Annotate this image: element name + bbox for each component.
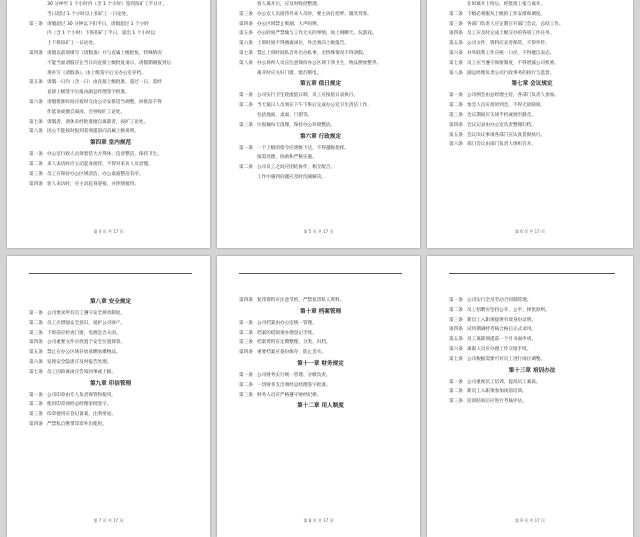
article-line [239, 101, 402, 111]
article-number: 第二条 [239, 330, 253, 336]
continuation-line: 30 分钟至 1 个小时内（含 1 个小时）签到扣矿工半日计， [47, 2, 168, 7]
article-text: 员工应当遵守保密制度，不得泄露公司机密。 [467, 60, 559, 66]
continuation-line: 须补写《请假条》，由上级签字后交办公室存档。 [47, 70, 146, 76]
article-line [29, 400, 192, 410]
article-number: 第四条 [239, 298, 253, 303]
article-line [29, 170, 192, 180]
article-text: 公司要求所有员工遵守安全规章制度。 [47, 311, 126, 316]
article-number: 第三条 [29, 412, 43, 418]
article-number: 第二条 [239, 165, 253, 171]
article-text: 严禁私自携带印章外出使用。 [47, 421, 107, 427]
article-line [449, 69, 615, 79]
article-text: 会议期间应关闭手机或调至静音。 [467, 112, 536, 118]
continuation-line: 作延误或擅自离岗，否则按旷工论处。 [47, 109, 126, 115]
article-text: 部门会议由部门负责人组织召开。 [467, 142, 536, 148]
page-body [239, 296, 402, 413]
article-number: 第一条 [29, 152, 43, 158]
continuation-line: 当日超过 1 个小时以上扣矿工一日论处。 [47, 11, 131, 17]
article-line [29, 180, 192, 190]
article-text: 档案资料应定期整理、分类、归档。 [257, 340, 331, 346]
article-line [29, 49, 192, 59]
article-number: 第一条 [449, 379, 463, 385]
article-text: 复印资料应注意节约，严禁复印私人资料。 [257, 298, 345, 303]
continuation-line: 离开时应关好门窗，熄灯断电。 [257, 70, 322, 76]
article-number: 第七条 [29, 119, 43, 125]
article-number: 第一条 [29, 311, 43, 316]
chapter-heading: 第八章 安全规定 [89, 299, 132, 305]
article-text: 办公场所人员应注意保持办公区域干净卫生，物品摆放整齐。 [257, 60, 382, 66]
article-line [449, 335, 615, 345]
article-line [29, 309, 192, 319]
article-line [29, 20, 192, 30]
article-text: 员工因故离岗应告知同事或上级。 [47, 369, 116, 375]
article-line [449, 306, 615, 316]
chapter-heading: 第五章 值日规定 [299, 81, 342, 88]
article-number: 第四条 [29, 421, 43, 427]
article-text: 请假以前须填写《请假条》并与直属上级批复，特殊情况 [47, 50, 162, 56]
article-line [239, 10, 402, 20]
article-line [29, 319, 192, 329]
article-line [239, 144, 402, 154]
article-text: 重要档案应备份保存，防止丢失。 [257, 350, 326, 356]
article-text: 公司例会由总经理主持，各部门负责人参加。 [467, 93, 559, 99]
article-number: 第一条 [449, 93, 463, 99]
article-text: 员工应保持办公区域清洁，办公桌面整洁有序。 [47, 171, 144, 177]
article-line [29, 348, 192, 358]
article-number: 第四条 [449, 31, 463, 37]
article-number: 第三条 [449, 21, 463, 27]
article-line [239, 348, 402, 358]
article-text: 各部门负责人应定期召开部门会议，总结工作。 [467, 21, 564, 27]
chapter-heading: 第十一章 财务规定 [297, 360, 344, 367]
article-line [449, 131, 615, 141]
continuation-line: 按需处理，协助和严格实施。 [257, 155, 317, 161]
article-line [449, 91, 615, 101]
article-text: 公司实行卫生轮流值日制，员工应按值日表执行。 [257, 93, 359, 99]
article-number: 第八条 [29, 129, 43, 135]
article-number: 第四条 [239, 350, 253, 356]
article-line [29, 127, 192, 137]
article-number: 第二条 [449, 389, 463, 395]
article-text: 副总经理负责公司行政事务的执行与监督。 [467, 70, 555, 76]
article-number: 第五条 [29, 80, 43, 86]
article-text: 培训结束后应进行考核评估。 [467, 399, 527, 405]
page-body [239, 0, 402, 183]
article-number: 第一条 [239, 320, 253, 326]
article-number: 第二条 [29, 320, 43, 326]
document-page-9 [427, 256, 633, 537]
page-body [29, 0, 192, 189]
page-body [449, 296, 615, 407]
article-text: 公司重要文件应放置于安全位置保管。 [47, 340, 126, 346]
article-text: 公司根据需要可对员工进行岗位调整。 [467, 356, 546, 362]
article-text: 公司财务实行统一管理、分级负责。 [257, 372, 331, 378]
article-text: 当天值日人员须在下午下班后完成办公室卫生清洁工作， [257, 103, 372, 109]
article-number: 第三条 [449, 112, 463, 118]
article-number: 第六条 [449, 142, 463, 148]
article-line [239, 381, 402, 391]
article-number: 第四条 [239, 21, 253, 27]
article-number: 第六条 [449, 50, 463, 56]
article-text: 一个上级的指令应逐级下达，不得越级指挥。 [257, 145, 349, 151]
article-number: 第一条 [449, 298, 463, 303]
article-text: 新员工入职须参加岗前培训。 [467, 389, 527, 395]
article-text: 员工应增强安全意识，爱护公司财产。 [47, 320, 126, 326]
page-footer: 第 7 页 共 17 页 [93, 518, 124, 523]
article-text: 请假者，请休未经批准擅自离职者，按旷工论处。 [47, 119, 149, 125]
article-number: 第四条 [29, 50, 43, 56]
article-line [29, 420, 192, 430]
article-line [239, 296, 402, 306]
article-line [29, 368, 192, 378]
article-number: 第一条 [29, 392, 43, 398]
article-number: 第一条 [239, 372, 253, 378]
article-line [449, 29, 615, 39]
article-line [239, 59, 402, 69]
article-number: 第五条 [449, 337, 463, 343]
article-number: 第二条 [239, 382, 253, 388]
article-text: 下级必须服从上级的工作安排和调度。 [467, 11, 546, 17]
article-line [449, 325, 615, 335]
article-line [239, 319, 402, 329]
article-text: 因公不能按时报到者须提前向直属上级说明。 [47, 129, 139, 135]
article-line [239, 91, 402, 101]
document-page-6 [427, 0, 633, 248]
chapter-heading: 第九章 印信管理 [89, 380, 132, 387]
article-number: 第三条 [449, 317, 463, 323]
article-text: 上班时间不得擅离岗位，外出须向上级报告。 [257, 41, 349, 47]
article-text: 试用期满经考核合格后正式录用。 [467, 327, 536, 333]
page-footer: 第 6 页 共 17 页 [515, 229, 545, 234]
article-line [449, 39, 615, 49]
article-line [449, 101, 615, 111]
article-text: 请假批准时间应按时交由公司安排适当调整，回批前不得 [47, 99, 162, 105]
article-number: 第三条 [239, 392, 253, 398]
continuation-line: 在时离开上班后，经批准上报与离开。 [467, 2, 546, 7]
article-text: 离职人员应办理工作交接手续。 [467, 346, 532, 352]
article-text: 员工应及时完成上级交办的各项工作任务。 [467, 31, 555, 37]
continuation-line: 直接上级签字后报由副总经理签字批准。 [47, 90, 130, 96]
article-line [449, 378, 615, 388]
article-line [449, 387, 615, 397]
continuation-line: 不能当面请假应在当日向直接上级批复请示，请假期满报到后 [47, 60, 172, 66]
article-line [239, 391, 402, 401]
article-line [29, 358, 192, 368]
article-number: 第四条 [29, 340, 43, 346]
article-line [449, 121, 615, 131]
chapter-heading: 第七章 会议规定 [511, 81, 553, 88]
article-number: 第六条 [239, 41, 253, 47]
article-line [449, 316, 615, 326]
article-line [239, 29, 402, 39]
page-footer: 第 4 页 共 17 页 [93, 229, 124, 234]
article-number: 第六条 [29, 99, 43, 105]
page-footer: 第 5 页 共 17 页 [303, 229, 334, 234]
page-body [29, 296, 192, 430]
article-line [449, 345, 615, 355]
article-text: 下班前应检查门窗、电源是否关闭。 [47, 330, 121, 336]
article-number: 第一条 [239, 93, 253, 99]
continuation-line: 上下班扣矿工一日论处。 [47, 41, 98, 47]
article-line [239, 329, 402, 339]
article-line [239, 338, 402, 348]
article-number: 第三条 [239, 11, 253, 17]
article-line [449, 10, 615, 20]
article-text: 印章使用应登记备案，注明用途。 [47, 412, 116, 418]
article-number: 第七条 [449, 356, 463, 362]
article-text: 公司印章由专人负责保管和使用。 [47, 392, 116, 398]
article-text: 来人来访时应主动起身接待，不得对来访人员怠慢。 [47, 161, 153, 167]
article-text: 财务人员应严格遵守财经纪律。 [257, 392, 322, 398]
article-text: 禁止在办公区域存放易燃易爆物品。 [47, 350, 121, 356]
chapter-heading: 第十二章 用人制度 [297, 403, 344, 410]
article-line [29, 150, 192, 160]
article-number: 第三条 [29, 171, 43, 177]
chapter-heading: 第六章 行政规定 [299, 133, 342, 140]
document-page-7 [7, 256, 210, 537]
article-text: 公司员工之间应团结协作，相互配合。 [257, 165, 336, 171]
article-number: 第四条 [29, 181, 43, 187]
continuation-line: 客人离开后，应及时收拾整理。 [257, 2, 322, 7]
article-number: 第二条 [449, 103, 463, 109]
article-number: 第三条 [449, 399, 463, 405]
article-text: 办公区域禁止吸烟、大声喧哗。 [257, 21, 322, 27]
article-line [239, 371, 402, 381]
article-text: 办公室行政人员须着装大方得体，仪容整洁，保持卫生。 [47, 152, 162, 158]
article-text: 会议记录由办公室负责整理归档。 [467, 122, 536, 128]
article-number: 第三条 [239, 340, 253, 346]
article-number: 第六条 [449, 346, 463, 352]
article-line [449, 49, 615, 59]
document-page-8 [217, 256, 420, 537]
article-line [449, 296, 615, 306]
article-number: 第七条 [29, 369, 43, 375]
chapter-heading: 第十三章 培训办法 [508, 367, 556, 374]
article-text: 使用印章须经总经理审批签字。 [47, 402, 112, 408]
article-text: 员工招聘应坚持公开、公平、择优原则。 [467, 307, 550, 313]
article-text: 公司档案由办公室统一管理。 [257, 320, 317, 326]
article-line [449, 59, 615, 69]
article-number: 第六条 [29, 359, 43, 365]
article-number: 第三条 [239, 122, 253, 128]
chapter-heading: 第十章 档案管理 [299, 308, 342, 315]
article-text: 参会人员应准时到会，不得无故缺席。 [467, 103, 546, 109]
article-number: 第五条 [449, 41, 463, 47]
article-text: 请假超过 30 分钟以下扣半日，请假超过 1 个小时 [47, 21, 149, 27]
article-number: 第五条 [449, 132, 463, 138]
page-body [449, 0, 615, 150]
article-number: 第二条 [449, 307, 463, 313]
header-rule [449, 273, 615, 274]
article-text: 一切财务支出须经总经理签字批准。 [257, 382, 331, 388]
article-number: 第八条 [239, 60, 253, 66]
article-line [449, 111, 615, 121]
article-line [239, 49, 402, 59]
article-number: 第八条 [449, 70, 463, 76]
article-number: 第四条 [449, 122, 463, 128]
article-line [29, 391, 192, 401]
article-text: 新员工入职须提供有效身份证明。 [467, 317, 536, 323]
article-number: 第五条 [29, 350, 43, 356]
article-line [449, 355, 615, 365]
article-number: 第三条 [29, 21, 43, 27]
article-text: 会议决议事项各部门应认真贯彻执行。 [467, 132, 546, 138]
article-line [29, 78, 192, 88]
article-number: 第二条 [29, 402, 43, 408]
article-line [29, 338, 192, 348]
continuation-line: 工作中遇到问题应及时沟通解决。 [257, 174, 326, 180]
article-line [29, 329, 192, 339]
article-text: 垃圾桶每天清理，保持办公环境整洁。 [257, 122, 336, 128]
article-line [239, 163, 402, 173]
article-text: 禁止上班时间私自外出办私事，无特殊情况不得请假。 [257, 50, 368, 56]
article-text: 请假一日内（含一日）由直接上级批准，超过一日，需经 [47, 80, 162, 86]
article-text: 办公时间严禁做与工作无关的事情，如上网聊天、玩游戏。 [257, 31, 377, 37]
article-line [29, 118, 192, 128]
article-number: 第七条 [239, 50, 253, 56]
header-rule [239, 273, 402, 274]
chapter-heading: 第四章 室内规范 [89, 140, 132, 147]
continuation-line: 内（含 1 个小时）下班扣矿工半日，超出 1 个小时以 [47, 31, 156, 37]
document-page-4 [7, 0, 210, 248]
article-text: 公司实行全员劳动合同制管理。 [467, 298, 532, 303]
continuation-line: 包括地面、桌面、门窗等。 [257, 112, 313, 118]
article-line [449, 397, 615, 407]
article-text: 公司重视员工培训，提高员工素质。 [467, 379, 541, 385]
article-line [29, 160, 192, 170]
article-text: 发现安全隐患应及时报告处理。 [47, 359, 112, 365]
article-text: 员工离职须提前一个月书面申请。 [467, 337, 536, 343]
article-number: 第一条 [239, 145, 253, 151]
article-number: 第四条 [449, 327, 463, 333]
article-number: 第二条 [449, 11, 463, 17]
article-number: 第三条 [29, 330, 43, 336]
article-number: 第二条 [29, 161, 43, 167]
page-footer: 第 8 页 共 17 页 [303, 518, 334, 523]
article-line [449, 140, 615, 150]
article-number: 第七条 [449, 60, 463, 66]
article-text: 办公室人员接待外来人员时，要主动打招呼、微笑待客。 [257, 11, 372, 17]
article-line [239, 39, 402, 49]
header-rule [29, 273, 192, 274]
article-text: 公司文件、资料应妥善保管，不得外传。 [467, 41, 550, 47]
article-line [29, 410, 192, 420]
article-text: 档案的借阅须办理登记手续。 [257, 330, 317, 336]
article-number: 第二条 [239, 103, 253, 109]
article-number: 第五条 [239, 31, 253, 37]
page-footer: 第 9 页 共 17 页 [515, 518, 545, 523]
document-page-5 [217, 0, 420, 248]
article-text: 对外联系工作应统一口径，不得擅自表态。 [467, 50, 555, 56]
article-line [29, 98, 192, 108]
article-line [239, 20, 402, 30]
article-text: 客人来访时，应主动起身迎接，并热情接待。 [47, 181, 139, 187]
article-line [449, 20, 615, 30]
article-line [239, 121, 402, 131]
